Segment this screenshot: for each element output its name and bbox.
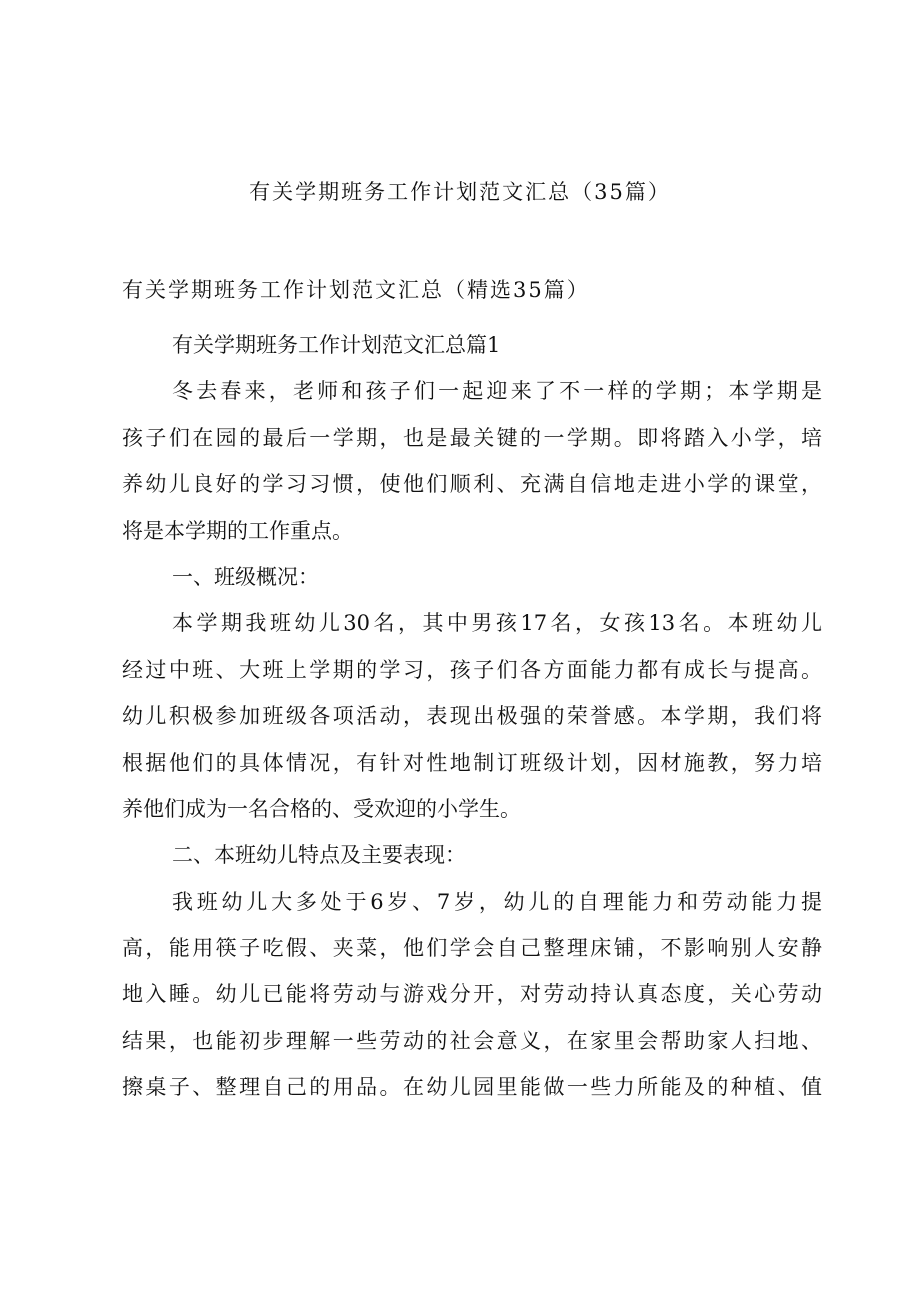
paragraph-line: 擦桌子、整理自己的用品。在幼儿园里能做一些力所能及的种植、值: [122, 1075, 822, 1100]
paragraph-line: 幼儿积极参加班级各项活动，表现出极强的荣誉感。本学期，我们将: [122, 704, 822, 729]
paragraph-line: 孩子们在园的最后一学期，也是最关键的一学期。即将踏入小学，培: [122, 425, 822, 450]
paragraph-line: 将是本学期的工作重点。: [122, 518, 353, 543]
document-title: 有关学期班务工作计划范文汇总（35篇）: [249, 180, 671, 204]
section-heading-1: 有关学期班务工作计划范文汇总篇1: [172, 333, 501, 357]
paragraph-line: 冬去春来，老师和孩子们一起迎来了不一样的学期；本学期是: [172, 379, 822, 404]
paragraph-line: 根据他们的具体情况，有针对性地制订班级计划，因材施教，努力培: [122, 750, 822, 775]
document-subtitle: 有关学期班务工作计划范文汇总（精选35篇）: [122, 278, 590, 302]
section-heading-class-overview: 一、班级概况：: [172, 564, 319, 589]
paragraph-line: 我班幼儿大多处于6岁、7岁，幼儿的自理能力和劳动能力提: [172, 889, 822, 914]
paragraph-line: 养他们成为一名合格的、受欢迎的小学生。: [122, 796, 521, 821]
paragraph-line: 本学期我班幼儿30名，其中男孩17名，女孩13名。本班幼儿: [172, 611, 822, 636]
section-heading-features: 二、本班幼儿特点及主要表现：: [172, 843, 466, 868]
paragraph-line: 经过中班、大班上学期的学习，孩子们各方面能力都有成长与提高。: [122, 657, 822, 682]
paragraph-line: 养幼儿良好的学习习惯，使他们顺利、充满自信地走进小学的课堂，: [122, 472, 822, 497]
paragraph-line: 结果，也能初步理解一些劳动的社会意义，在家里会帮助家人扫地、: [122, 1028, 822, 1053]
paragraph-line: 地入睡。幼儿已能将劳动与游戏分开，对劳动持认真态度，关心劳动: [122, 982, 822, 1007]
paragraph-line: 高，能用筷子吃假、夹菜，他们学会自己整理床铺，不影响别人安静: [122, 936, 822, 961]
document-body: [122, 322, 822, 1111]
